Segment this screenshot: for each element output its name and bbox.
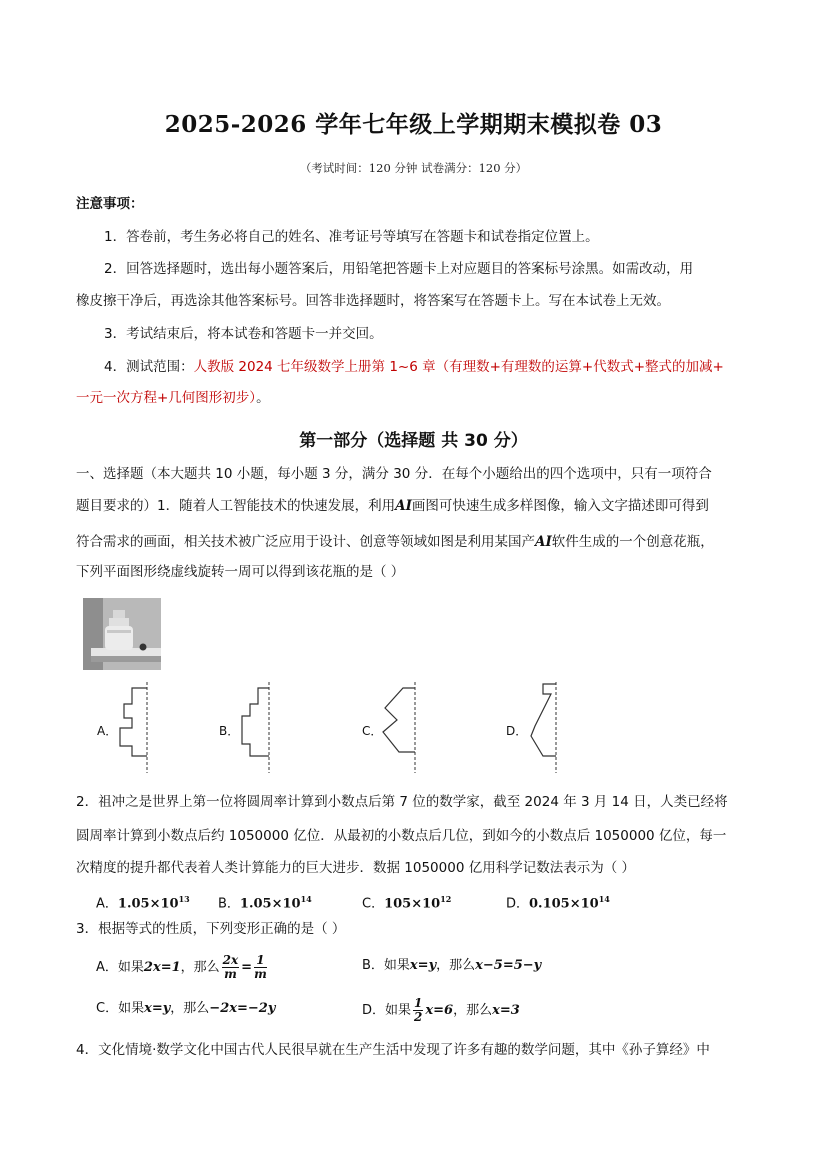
shape-option-b bbox=[232, 680, 282, 775]
q3-a-cond: 2x=1 bbox=[143, 960, 181, 975]
q3-option-a[interactable] bbox=[96, 954, 269, 981]
q3-a-num1: 2x bbox=[222, 953, 239, 967]
q3-c-res: −2x=−2y bbox=[209, 1001, 276, 1016]
q3-option-b[interactable] bbox=[362, 956, 541, 976]
q2-option-c[interactable] bbox=[362, 889, 451, 914]
scope-end: 。 bbox=[256, 390, 270, 406]
shape-option-c bbox=[375, 680, 425, 775]
q2-line-3: 次精度的提升都代表着人类计算能力的巨大进步．数据 1050000 亿用科学记数法表示为（ ） bbox=[76, 860, 635, 876]
section-title: 第一部分（选择题 共 30 分） bbox=[299, 431, 528, 451]
q2-line-1: 2．祖冲之是世界上第一位将圆周率计算到小数点后第 7 位的数学家，截至 2024 年 3 月 14 日，人类已经将 bbox=[76, 794, 728, 810]
q2-option-c-exp: 12 bbox=[440, 894, 452, 904]
q2-option-a[interactable] bbox=[96, 889, 190, 914]
shape-label-c: C． bbox=[362, 724, 383, 738]
notice-item-3: 3．考试结束后，将本试卷和答题卡一并交回。 bbox=[104, 326, 383, 342]
q3-b-label: B．如果 bbox=[362, 958, 410, 973]
shape-label-b: B． bbox=[219, 724, 240, 738]
q4-line-1: 4．文化情境·数学文化中国古代人民很早就在生产生活中发现了许多有趣的数学问题，其中《孙子算经》中 bbox=[76, 1042, 710, 1058]
q3-d-num: 1 bbox=[414, 996, 423, 1010]
q2-option-b[interactable] bbox=[218, 889, 312, 914]
q1-text-a: 题目要求的）1．随着人工智能技术的快速发展，利用 bbox=[76, 498, 396, 514]
part1-intro-4: 下列平面图形绕虚线旋转一周可以得到该花瓶的是（ ） bbox=[76, 564, 405, 580]
q1-text-c: 符合需求的画面，相关技术被广泛应用于设计、创意等领域如图是利用某国产 bbox=[76, 534, 535, 550]
q3-d-res: x=3 bbox=[492, 1003, 520, 1018]
q2-option-c-label: C． bbox=[362, 896, 385, 912]
q2-option-d-base: 0.105×10 bbox=[529, 896, 599, 912]
q1-text-d: 软件生成的一个创意花瓶， bbox=[551, 534, 714, 550]
q3-a-den1: m bbox=[224, 967, 237, 981]
q3-a-label: A．如果 bbox=[96, 960, 144, 975]
part1-intro-1: 一、选择题（本大题共 10 小题，每小题 3 分，满分 30 分．在每个小题给出的四个选项中，只有一项符合 bbox=[76, 466, 712, 482]
q3-c-cond: x=y bbox=[144, 1001, 171, 1016]
notice-item-2-cont: 橡皮擦干净后，再选涂其他答案标号。回答非选择题时，将答案写在答题卡上。写在本试卷上无效。 bbox=[76, 293, 670, 309]
q3-b-then: ，那么 bbox=[436, 958, 476, 973]
q2-option-d[interactable] bbox=[506, 889, 610, 914]
part1-intro-3 bbox=[76, 532, 756, 552]
q2-option-d-exp: 14 bbox=[598, 894, 610, 904]
q3-stem: 3．根据等式的性质，下列变形正确的是（ ） bbox=[76, 921, 346, 937]
shape-option-d bbox=[519, 680, 569, 775]
q2-option-a-exp: 13 bbox=[178, 894, 190, 904]
q3-d-label: D．如果 bbox=[362, 1003, 412, 1018]
notice-heading: 注意事项： bbox=[76, 196, 144, 212]
scope-line-1: 人教版 2024 七年级数学上册第 1~6 章（有理数+有理数的运算+代数式+整式的加减+ bbox=[193, 359, 724, 375]
q3-a-num2: 1 bbox=[254, 954, 267, 968]
exam-title: 2025-2026 学年七年级上学期期末模拟卷 03 bbox=[164, 111, 663, 138]
q3-b-res: x−5=5−y bbox=[475, 958, 542, 973]
q3-c-then: ，那么 bbox=[170, 1001, 210, 1016]
q3-c-label: C．如果 bbox=[96, 1001, 145, 1016]
q2-option-b-label: B． bbox=[218, 896, 240, 912]
q2-option-c-base: 105×10 bbox=[384, 896, 441, 912]
q3-a-den2: m bbox=[254, 967, 267, 981]
scope-line-2: 一元一次方程+几何图形初步） bbox=[76, 390, 257, 406]
q3-d-den: 2 bbox=[414, 1010, 423, 1024]
shape-label-d: D． bbox=[506, 724, 528, 738]
notice-item-4 bbox=[104, 357, 784, 377]
q3-option-c[interactable] bbox=[96, 999, 275, 1019]
scope-prefix: 4．测试范围： bbox=[104, 359, 194, 375]
shape-label-a: A． bbox=[97, 724, 118, 738]
ai-logo-2: AI bbox=[535, 534, 552, 550]
q3-d-frac bbox=[413, 997, 423, 1024]
q3-a-eq: = bbox=[241, 960, 253, 975]
notice-item-2: 2．回答选择题时，选出每小题答案后，用铅笔把答题卡上对应题目的答案标号涂黑。如需改动，用 bbox=[104, 261, 694, 277]
q3-b-cond: x=y bbox=[409, 958, 437, 973]
q3-a-frac-1 bbox=[222, 954, 240, 981]
part1-intro-2 bbox=[76, 496, 756, 516]
notice-item-1: 1．答卷前，考生务必将自己的姓名、准考证号等填写在答题卡和试卷指定位置上。 bbox=[104, 229, 599, 245]
notice-item-4-cont bbox=[76, 388, 756, 408]
q2-option-b-base: 1.05×10 bbox=[239, 896, 301, 912]
vase-image bbox=[83, 598, 161, 670]
q2-option-d-label: D． bbox=[506, 896, 530, 912]
q3-a-frac-2 bbox=[254, 954, 267, 981]
q3-option-d[interactable] bbox=[362, 997, 520, 1024]
q1-text-b: 画图可快速生成多样图像，输入文字描述即可得到 bbox=[411, 498, 709, 514]
q3-d-cond: x=6 bbox=[425, 1003, 454, 1018]
q2-line-2: 圆周率计算到小数点后约 1050000 亿位．从最初的小数点后几位，到如今的小数点后 1050000 亿位，每一 bbox=[76, 828, 727, 844]
shape-option-a bbox=[110, 680, 160, 775]
q2-option-b-exp: 14 bbox=[300, 894, 312, 904]
ai-logo-1: AI bbox=[395, 498, 412, 514]
q2-option-a-label: A． bbox=[96, 896, 118, 912]
exam-subtitle: （考试时间：120 分钟 试卷满分：120 分） bbox=[299, 161, 528, 175]
q3-d-then: ，那么 bbox=[453, 1003, 493, 1018]
q3-a-then: ，那么 bbox=[180, 960, 220, 975]
q2-option-a-base: 1.05×10 bbox=[117, 896, 179, 912]
